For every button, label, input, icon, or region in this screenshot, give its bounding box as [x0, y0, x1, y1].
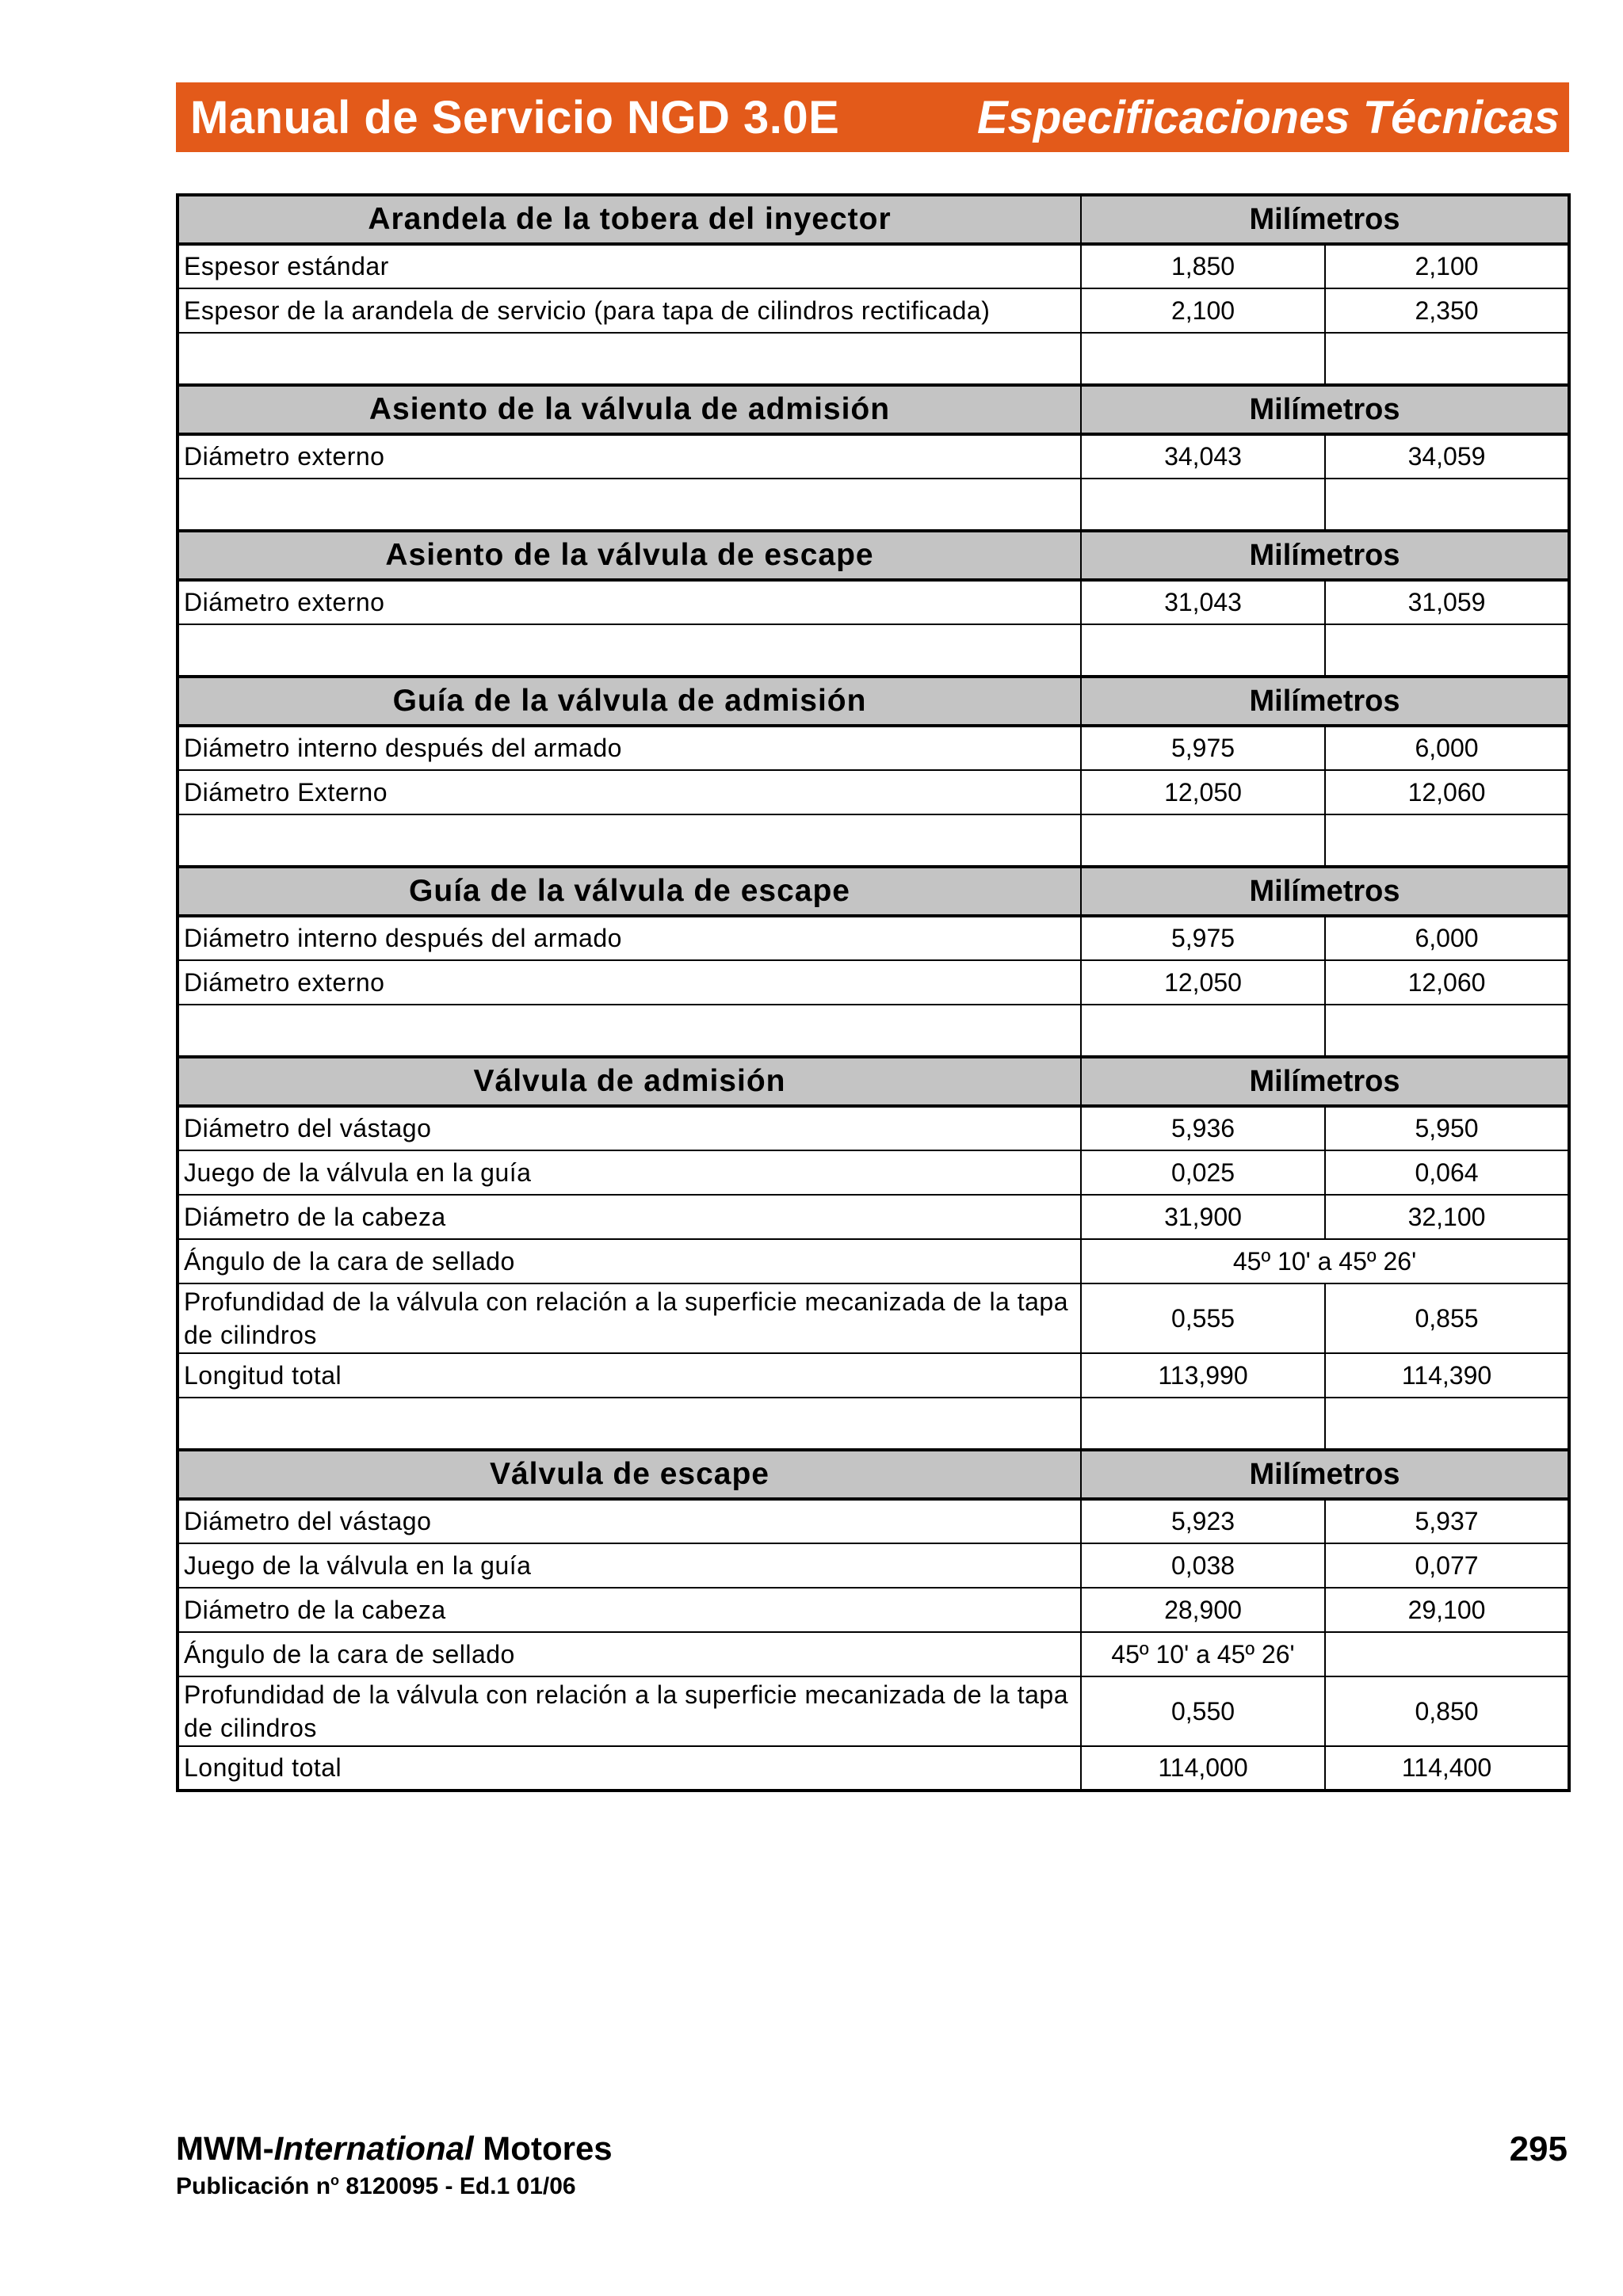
blank-cell [1081, 333, 1325, 385]
publication-prefix: Publicación n [176, 2173, 331, 2199]
table-row [178, 960, 1569, 1005]
row-value-max: 6,000 [1325, 726, 1569, 770]
blank-cell [1325, 333, 1569, 385]
publication-sup: o [330, 2172, 340, 2188]
table-row [178, 434, 1569, 479]
section-header-row [178, 867, 1569, 916]
row-value-max: 5,950 [1325, 1106, 1569, 1150]
section-title: Guía de la válvula de escape [178, 867, 1081, 916]
row-value-max: 2,100 [1325, 244, 1569, 288]
section-unit: Milímetros [1081, 677, 1569, 726]
spec-table [176, 193, 1571, 1792]
row-label: Diámetro del vástago [178, 1106, 1081, 1150]
section-unit: Milímetros [1081, 1450, 1569, 1499]
row-label: Diámetro interno después del armado [178, 916, 1081, 960]
row-value-max: 32,100 [1325, 1195, 1569, 1239]
row-label: Espesor de la arandela de servicio (para tapa de cilindros rectificada) [178, 288, 1081, 333]
table-row [178, 1746, 1569, 1791]
table-row [178, 1632, 1569, 1676]
row-value-min: 113,990 [1081, 1353, 1325, 1398]
row-value-min: 0,025 [1081, 1150, 1325, 1195]
section-header-row [178, 531, 1569, 580]
row-value-span: 45º 10' a 45º 26' [1081, 1239, 1569, 1283]
row-value-min: 2,100 [1081, 288, 1325, 333]
section-title: Asiento de la válvula de admisión [178, 385, 1081, 434]
blank-cell [1081, 1398, 1325, 1450]
row-value-min: 5,923 [1081, 1499, 1325, 1543]
blank-cell [178, 814, 1081, 867]
table-row [178, 770, 1569, 814]
row-value-min: 34,043 [1081, 434, 1325, 479]
row-label: Diámetro de la cabeza [178, 1588, 1081, 1632]
row-value-max: 29,100 [1325, 1588, 1569, 1632]
row-label: Juego de la válvula en la guía [178, 1543, 1081, 1588]
row-value-min: 12,050 [1081, 770, 1325, 814]
row-label: Juego de la válvula en la guía [178, 1150, 1081, 1195]
row-value-max: 0,064 [1325, 1150, 1569, 1195]
row-value-max: 0,077 [1325, 1543, 1569, 1588]
section-title: Especificaciones Técnicas [976, 91, 1560, 143]
section-unit: Milímetros [1081, 195, 1569, 244]
table-row [178, 1353, 1569, 1398]
row-label: Diámetro del vástago [178, 1499, 1081, 1543]
section-unit: Milímetros [1081, 531, 1569, 580]
row-label: Diámetro externo [178, 434, 1081, 479]
blank-cell [1081, 1005, 1325, 1057]
row-value-max: 34,059 [1325, 434, 1569, 479]
row-label: Longitud total [178, 1353, 1081, 1398]
blank-row [178, 624, 1569, 677]
section-header-row [178, 1450, 1569, 1499]
footer-brand-prefix: MWM- [176, 2130, 274, 2167]
section-header-row [178, 1057, 1569, 1106]
row-label: Diámetro interno después del armado [178, 726, 1081, 770]
row-value-min: 5,975 [1081, 916, 1325, 960]
blank-row [178, 814, 1569, 867]
blank-cell [178, 624, 1081, 677]
section-unit: Milímetros [1081, 867, 1569, 916]
spec-table-container [176, 193, 1568, 1792]
table-row [178, 916, 1569, 960]
row-value-min: 31,900 [1081, 1195, 1325, 1239]
row-value-max: 6,000 [1325, 916, 1569, 960]
blank-cell [1325, 1398, 1569, 1450]
blank-cell [178, 1398, 1081, 1450]
row-value-max: 12,060 [1325, 960, 1569, 1005]
section-header-row [178, 385, 1569, 434]
section-header-row [178, 195, 1569, 244]
row-label: Ángulo de la cara de sellado [178, 1632, 1081, 1676]
table-row [178, 726, 1569, 770]
row-label: Longitud total [178, 1746, 1081, 1791]
row-value-max: 31,059 [1325, 580, 1569, 624]
table-row [178, 288, 1569, 333]
blank-cell [1325, 624, 1569, 677]
table-row [178, 1283, 1569, 1353]
row-value-min: 5,975 [1081, 726, 1325, 770]
manual-title: Manual de Servicio NGD 3.0E [190, 91, 840, 143]
row-value-min: 5,936 [1081, 1106, 1325, 1150]
footer-brand-italic: International [273, 2130, 474, 2167]
row-value-max: 2,350 [1325, 288, 1569, 333]
footer-brand [176, 2130, 613, 2168]
row-value-min: 114,000 [1081, 1746, 1325, 1791]
blank-cell [1081, 624, 1325, 677]
row-value-max: 0,855 [1325, 1283, 1569, 1353]
table-row [178, 1543, 1569, 1588]
row-value-min: 0,550 [1081, 1676, 1325, 1746]
blank-cell [1081, 814, 1325, 867]
blank-cell [178, 1005, 1081, 1057]
row-value-max: 114,400 [1325, 1746, 1569, 1791]
table-row [178, 1195, 1569, 1239]
table-row [178, 1499, 1569, 1543]
blank-row [178, 479, 1569, 531]
row-value-min: 0,038 [1081, 1543, 1325, 1588]
table-row [178, 1106, 1569, 1150]
row-label: Diámetro Externo [178, 770, 1081, 814]
row-label: Profundidad de la válvula con relación a la superficie mecanizada de la tapa de cilindros [178, 1283, 1081, 1353]
blank-cell [178, 479, 1081, 531]
section-header-row [178, 677, 1569, 726]
footer-brand-suffix: Motores [473, 2130, 613, 2167]
header-band [176, 82, 1569, 152]
row-label: Espesor estándar [178, 244, 1081, 288]
page-number: 295 [1509, 2130, 1568, 2168]
row-value-max: 5,937 [1325, 1499, 1569, 1543]
table-row [178, 1150, 1569, 1195]
blank-cell [1325, 814, 1569, 867]
footer-publication [176, 2172, 576, 2200]
row-value-min: 31,043 [1081, 580, 1325, 624]
row-label: Profundidad de la válvula con relación a la superficie mecanizada de la tapa de cilindros [178, 1676, 1081, 1746]
row-value-min: 12,050 [1081, 960, 1325, 1005]
blank-row [178, 1005, 1569, 1057]
table-row [178, 244, 1569, 288]
section-title: Arandela de la tobera del inyector [178, 195, 1081, 244]
blank-cell [1325, 479, 1569, 531]
blank-cell [1325, 1005, 1569, 1057]
blank-cell [1081, 479, 1325, 531]
row-value-min: 45º 10' a 45º 26' [1081, 1632, 1325, 1676]
row-label: Diámetro externo [178, 960, 1081, 1005]
row-label: Ángulo de la cara de sellado [178, 1239, 1081, 1283]
row-value-max: 0,850 [1325, 1676, 1569, 1746]
section-unit: Milímetros [1081, 385, 1569, 434]
row-value-min: 1,850 [1081, 244, 1325, 288]
blank-cell [178, 333, 1081, 385]
row-value-min: 0,555 [1081, 1283, 1325, 1353]
section-title: Válvula de escape [178, 1450, 1081, 1499]
blank-row [178, 1398, 1569, 1450]
section-title: Válvula de admisión [178, 1057, 1081, 1106]
row-value-max: 12,060 [1325, 770, 1569, 814]
table-row [178, 1239, 1569, 1283]
section-title: Guía de la válvula de admisión [178, 677, 1081, 726]
section-unit: Milímetros [1081, 1057, 1569, 1106]
table-row [178, 1588, 1569, 1632]
table-row [178, 1676, 1569, 1746]
row-value-min: 28,900 [1081, 1588, 1325, 1632]
row-label: Diámetro de la cabeza [178, 1195, 1081, 1239]
row-value-max [1325, 1632, 1569, 1676]
table-row [178, 580, 1569, 624]
row-label: Diámetro externo [178, 580, 1081, 624]
row-value-max: 114,390 [1325, 1353, 1569, 1398]
publication-rest: 8120095 - Ed.1 01/06 [339, 2173, 576, 2199]
section-title: Asiento de la válvula de escape [178, 531, 1081, 580]
blank-row [178, 333, 1569, 385]
spec-table-body [178, 195, 1569, 1791]
